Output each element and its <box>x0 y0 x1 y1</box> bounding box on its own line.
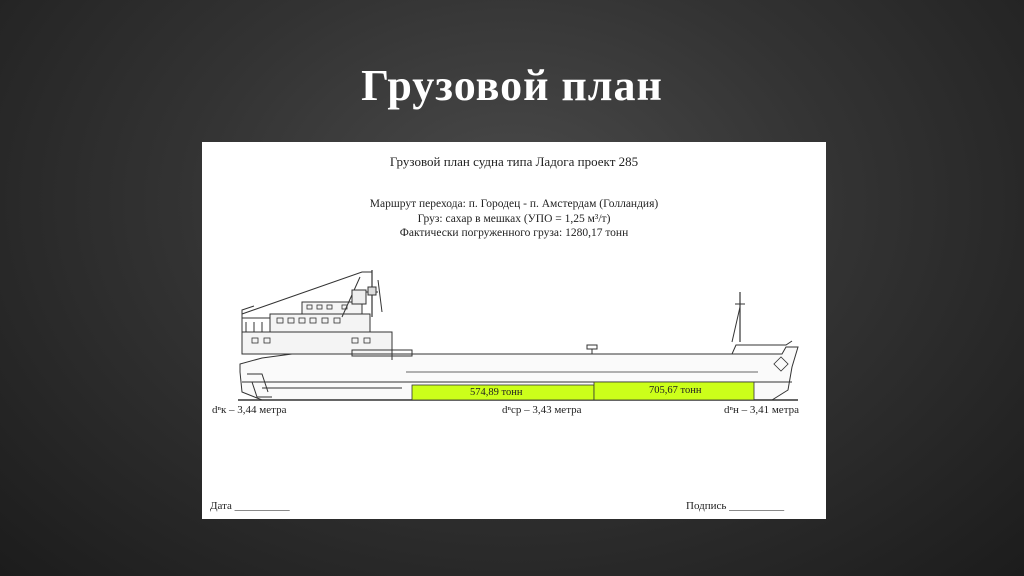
slide-title: Грузовой план <box>361 61 663 110</box>
signature-field: Подпись __________ <box>686 500 785 512</box>
loaded-line: Фактически погруженного груза: 1280,17 тонн <box>399 227 629 239</box>
hold-fwd-label: 705,67 тонн <box>649 385 702 396</box>
cargo-line: Груз: сахар в мешках (УПО = 1,25 м³/т) <box>417 213 611 225</box>
route-line: Маршрут перехода: п. Городец - п. Амстердам (Голландия) <box>369 198 659 210</box>
draft-mid: dⁿср – 3,43 метра <box>502 404 582 416</box>
cargo-plan-sheet <box>202 142 826 519</box>
hold-aft-label: 574,89 тонн <box>470 387 523 398</box>
document-title: Грузовой план судна типа Ладога проект 285 <box>389 154 639 169</box>
ship-profile-drawing <box>202 142 826 422</box>
draft-aft: dⁿк – 3,44 метра <box>212 404 287 416</box>
draft-fwd: dⁿн – 3,41 метра <box>724 404 800 416</box>
date-field: Дата __________ <box>210 500 290 512</box>
